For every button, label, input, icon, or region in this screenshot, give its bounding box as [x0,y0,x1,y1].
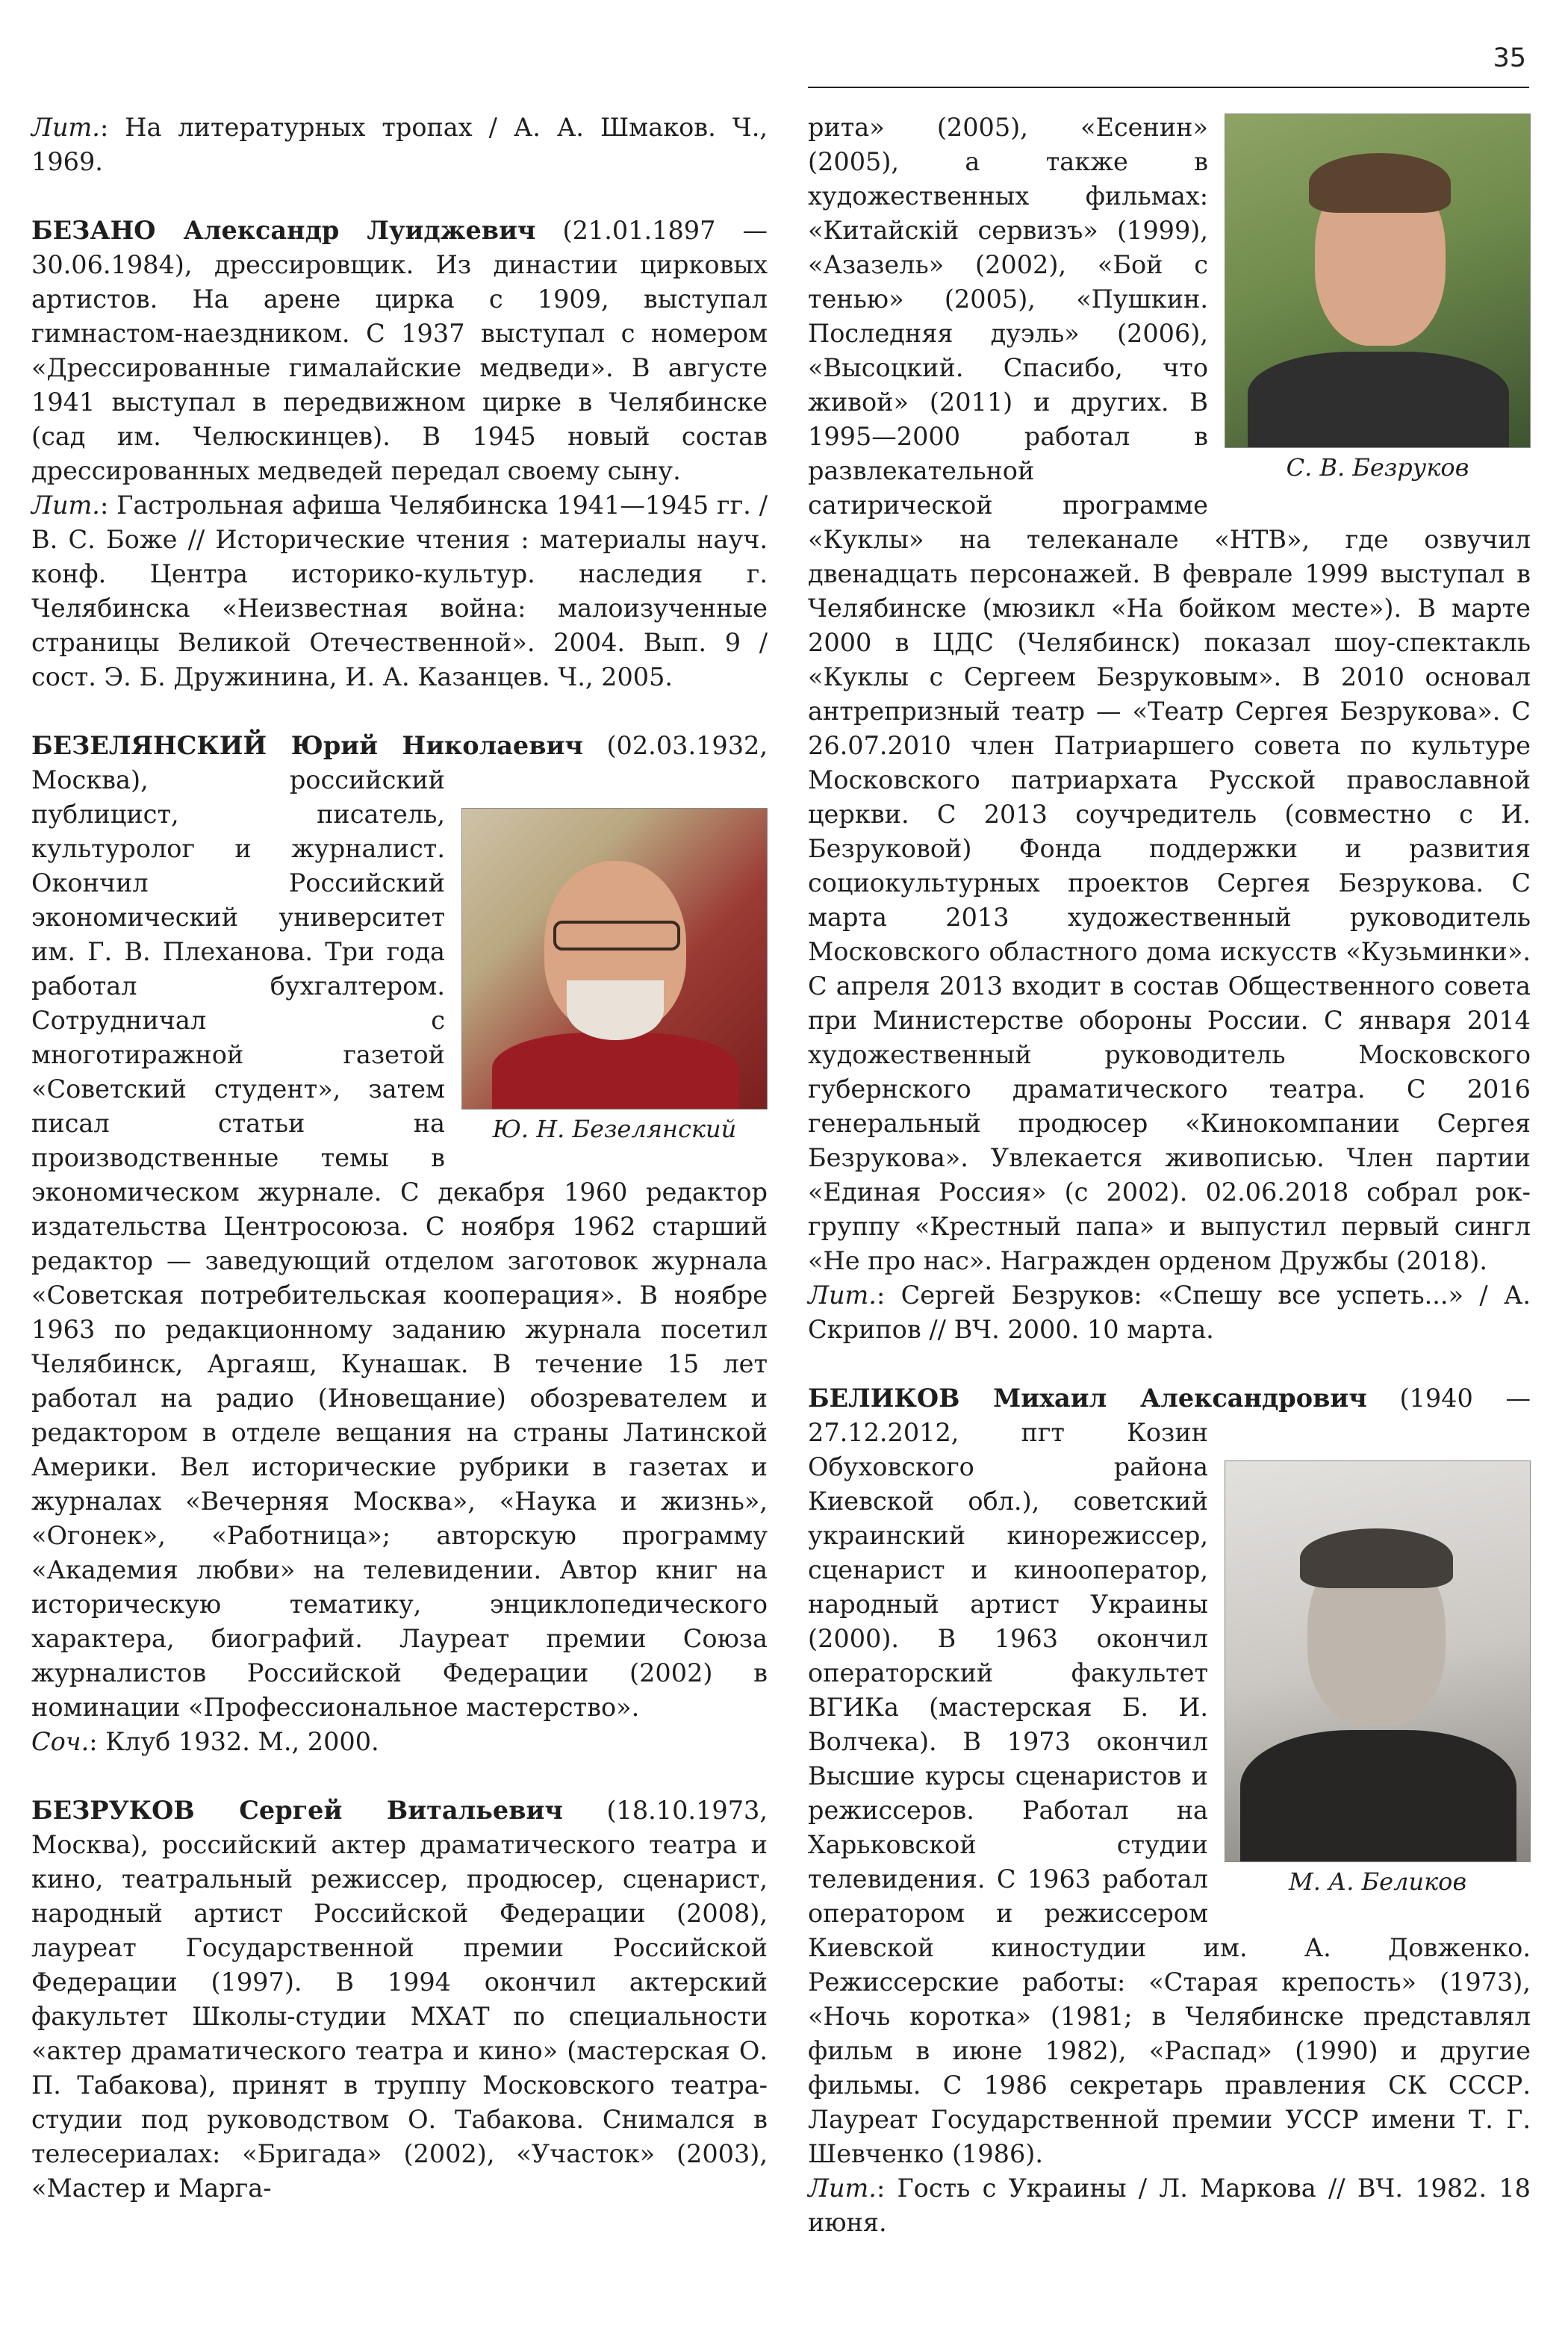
entry-heading: БЕЗАНО Александр Луиджевич [31,216,536,245]
portrait-figure [1225,113,1531,484]
entry-body: (1940 — 27.12.2012, пгт Козин Обуховского района Киевской обл.), советский украинский кинорежиссер, сценарист и кинооператор, народный артист Украины (2000). В 1963 окончил операторский факультет ВГИКа (мастерская Б. И. Волчека). В 1973 окончил Высшие курсы сценаристов и режиссеров. Работал на Харьковской студии телевидения. С 1963 работал оператором и режиссером Киевской киностудии им. А. Довженко. Режиссерские работы: «Старая крепость» (1973), «Ночь коротка» (1981; в Челябинске представлял фильм в июне 1982), «Распад» (1990) и другие фильмы. С 1986 секретарь правления СК СССР. Лауреат Государственной премии УССР имени Т. Г. Шевченко (1986). [808,1384,1531,2168]
entry-text [808,1381,1531,2171]
reference-label: Лит. [31,113,100,142]
entry-heading: БЕЛИКОВ Михаил Александрович [808,1384,1367,1413]
portrait-photo-belikov [1225,1460,1531,1862]
entry-bezrukov-continued [808,111,1531,1347]
reference-line [808,1278,1531,1347]
reference-line [31,488,768,694]
works-line [31,1725,768,1759]
entry-bezelyansky [31,729,768,1759]
entry-heading: БЕЗЕЛЯНСКИЙ Юрий Николаевич [31,731,583,760]
reference-text: : Гастрольная афиша Челябинска 1941—1945 гг. / В. С. Боже // Исторические чтения : материалы науч. конф. Центра историко-культур. наследия г. Челябинска «Неизвестная война: малоизученные страницы Великой Отечественной». 2004. Вып. 9 / сост. Э. Б. Дружинина, И. А. Казанцев. Ч., 2005. [31,491,768,691]
reference-text: : Гость с Украины / Л. Маркова // ВЧ. 1982. 18 июня. [808,2174,1531,2237]
page-number: 35 [1493,43,1526,73]
photo-shape [1309,153,1451,213]
entry-text [31,1793,768,2206]
entry-body: рита» (2005), «Есенин» (2005), а также в художественных фильмах: «Китайскій сервизъ» (1999), «Азазель» (2002), «Бой с тенью» (2005), «Пушкин. Последняя дуэль» (2006), «Высоцкий. Спасибо, что живой» (2011) и других. В 1995—2000 работал в развлекательной сатирической программе «Куклы» на телеканале «НТВ», где озвучил двенадцать персонажей. В феврале 1999 выступал в Челябинске (мюзикл «На бойком месте»). В марте 2000 в ЦДС (Челябинск) показал шоу-спектакль «Куклы с Сергеем Безруковым». В 2010 основал антрепризный театр — «Театр Сергея Безрукова». С 26.07.2010 член Патриаршего совета по культуре Московского патриархата Русской православной церкви. С 2013 соучредитель (совместно с И. Безруковой) Фонда поддержки и развития социокультурных проектов Сергея Безрукова. С марта 2013 художественный руководитель Московского областного дома искусств «Кузьминки». С апреля 2013 входит в состав Общественного совета при Министерстве обороны России. С января 2014 художественный руководитель Московского губернского драматического театра. С 2016 генеральный продюсер «Кинокомпании Сергея Безрукова». Увлекается живописью. Член партии «Единая Россия» (с 2002). 02.06.2018 собрал рок-группу «Крестный папа» и выпустил первый сингл «Не про нас». Награжден орденом Дружбы (2018). [808,113,1531,1275]
entry-body: (21.01.1897 — 30.06.1984), дрессировщик. Из династии цирковых артистов. На арене цирка с 1909, выступал гимнастом-наездником. С 1937 выступал с номером «Дрессированные гималайские медведи». В августе 1941 выступал в передвижном цирке в Челябинске (сад им. Челюскинцев). В 1945 новый состав дрессированных медведей передал своему сыну. [31,216,768,485]
reference-label: Лит. [808,2174,877,2203]
reference-text: : Сергей Безруков: «Спешу все успеть...» / А. Скрипов // ВЧ. 2000. 10 марта. [808,1281,1531,1344]
photo-shape [1248,352,1509,448]
works-label: Соч. [31,1727,90,1756]
entry-bezano [31,214,768,694]
left-column [31,111,768,2240]
reference-line [808,2171,1531,2240]
photo-shape [553,921,680,951]
portrait-caption: Ю. Н. Безелянский [492,1115,737,1143]
photo-shape [1300,1528,1453,1588]
reference-line [31,111,768,179]
portrait-caption: С. В. Безруков [1286,453,1469,482]
photo-shape [1240,1730,1516,1862]
entry-heading: БЕЗРУКОВ Сергей Витальевич [31,1796,563,1825]
portrait-photo-bezelyansky [461,808,768,1110]
portrait-figure [461,808,768,1145]
right-column [808,111,1531,2274]
entry-bezrukov-start [31,1793,768,2206]
entry-text [31,214,768,488]
photo-shape [492,1033,738,1110]
photo-shape [567,980,664,1040]
reference-label: Лит. [808,1281,877,1310]
entry-body: (02.03.1932, Москва), российский публицист, писатель, культуролог и журналист. Окончил Российский экономический университет им. Г. В. Плеханова. Три года работал бухгалтером. Сотрудничал с многотиражной газетой «Советский студент», затем писал статьи на производственные темы в экономическом журнале. С декабря 1960 редактор издательства Центросоюза. С ноября 1962 старший редактор — заведующий отделом заготовок журнала «Советская потребительская кооперация». В ноябре 1963 по редакционному заданию журнала посетил Челябинск, Аргаяш, Кунашак. В течение 15 лет работал на радио (Иновещание) обозревателем и редактором в отделе вещания на страны Латинской Америки. Вел исторические рубрики в газетах и журналах «Вечерняя Москва», «Наука и жизнь», «Огонек», «Работница»; авторскую программу «Академия любви» на телевидении. Автор книг на историческую тематику, энциклопедического характера, биографий. Лауреат премии Союза журналистов Российской Федерации (2002) в номинации «Профессиональное мастерство». [31,731,768,1722]
entry-belikov [808,1381,1531,2240]
entry-intro-reference [31,111,768,179]
entry-text [808,111,1531,1278]
header-rule [808,87,1529,88]
portrait-caption: М. А. Беликов [1288,1867,1467,1896]
reference-label: Лит. [31,491,100,520]
reference-text: : На литературных тропах / А. А. Шмаков. Ч., 1969. [31,113,768,176]
entry-body: (18.10.1973, Москва), российский актер драматического театра и кино, театральный режиссер, продюсер, сценарист, народный артист Российской Федерации (2008), лауреат Государственной премии Российской Федерации (1997). В 1994 окончил актерский факультет Школы-студии МХАТ по специальности «актер драматического театра и кино» (мастерская О. П. Табакова), принят в труппу Московского театра-студии под руководством О. Табакова. Снимался в телесериалах: «Бригада» (2002), «Участок» (2003), «Мастер и Марга- [31,1796,768,2203]
portrait-photo-bezrukov [1225,113,1531,448]
entry-text [31,729,768,1725]
portrait-figure [1225,1460,1531,1898]
works-text: : Клуб 1932. М., 2000. [89,1727,379,1756]
